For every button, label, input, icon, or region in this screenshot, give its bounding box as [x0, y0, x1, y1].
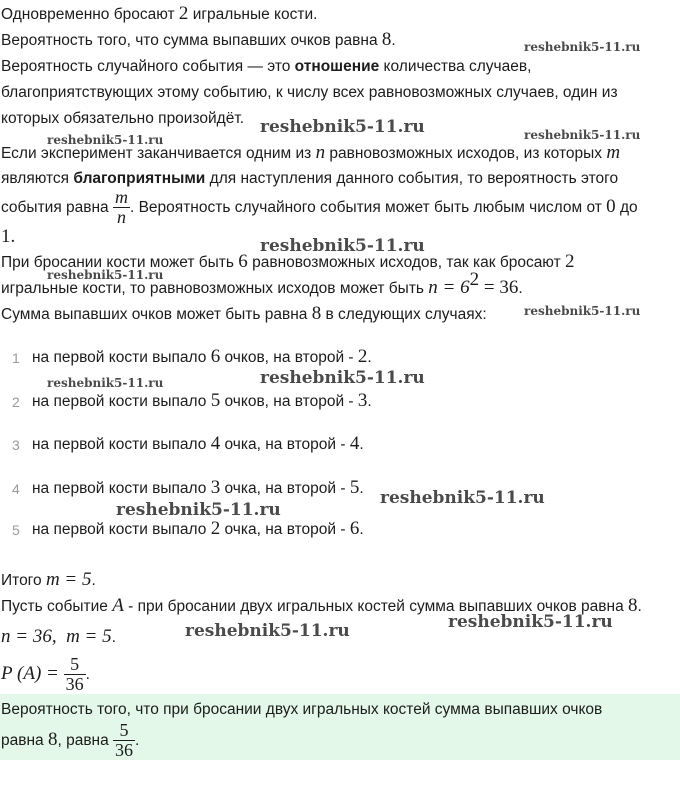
- outcomes-line-1: При бросании кости может быть 6 равновозможных исходов, так как бросают 2: [1, 251, 575, 272]
- definition-line-3: которых обязательно произойдёт.: [1, 110, 245, 127]
- watermark: reshebnik5-11.ru: [524, 304, 641, 318]
- event-definition: Пусть событие A - при бросании двух игральных костей сумма выпавших очков равна 8.: [1, 595, 642, 616]
- watermark: reshebnik5-11.ru: [260, 368, 425, 388]
- outcomes-line-2: игральные кости, то равновозможных исходов может быть $n = 6^2 = 36$.: [1, 269, 523, 298]
- watermark: reshebnik5-11.ru: [260, 236, 425, 256]
- values-line: n = 36, m = 5.: [1, 626, 116, 647]
- watermark: reshebnik5-11.ru: [448, 612, 613, 632]
- definition-line-2: благоприятствующих этому событию, к числу всех равновозможных случаев, один из: [1, 84, 618, 101]
- formula-rule-line-3: события равна $\frac{m}{n}$ . Вероятность случайного события может быть любым числом от 0 до: [1, 187, 638, 228]
- watermark: reshebnik5-11.ru: [380, 488, 545, 508]
- formula-rule-line-4: 1.: [1, 226, 16, 247]
- watermark: reshebnik5-11.ru: [185, 621, 350, 641]
- formula-rule-line-2: являются благоприятными для наступления данного события, то вероятность этого: [1, 170, 619, 187]
- watermark: reshebnik5-11.ru: [47, 376, 164, 390]
- fraction-m-over-n: $\frac{m}{n}$: [114, 187, 128, 228]
- question-statement: Вероятность того, что сумма выпавших очков равна 8.: [1, 29, 396, 50]
- watermark: reshebnik5-11.ru: [524, 128, 641, 142]
- answer-fraction: $\frac{5}{36}$: [115, 720, 134, 761]
- cases-intro: Сумма выпавших очков может быть равна 8 в следующих случаях:: [1, 303, 487, 324]
- definition-line-1: Вероятность случайного события — это отношение количества случаев,: [1, 58, 532, 75]
- watermark: reshebnik5-11.ru: [116, 500, 281, 520]
- problem-statement: Одновременно бросают 2 игральные кости.: [1, 3, 318, 24]
- watermark: reshebnik5-11.ru: [260, 117, 425, 137]
- watermark: reshebnik5-11.ru: [47, 133, 164, 147]
- watermark: reshebnik5-11.ru: [524, 40, 641, 54]
- answer-line-2: равна 8, равна $\frac{5}{36}$ .: [1, 720, 140, 761]
- answer-line-1: Вероятность того, что при бросании двух игральных костей сумма выпавших очков: [1, 701, 603, 718]
- formula-rule-line-1: Если эксперимент заканчивается одним из n равновозможных исходов, из которых m: [1, 142, 621, 163]
- probability-formula: P (A) = $\frac{5}{36}$ .: [1, 654, 90, 695]
- total-line: Итого m = 5.: [1, 569, 96, 590]
- fraction-5-over-36: $\frac{5}{36}$: [65, 654, 84, 695]
- watermark: reshebnik5-11.ru: [47, 268, 164, 282]
